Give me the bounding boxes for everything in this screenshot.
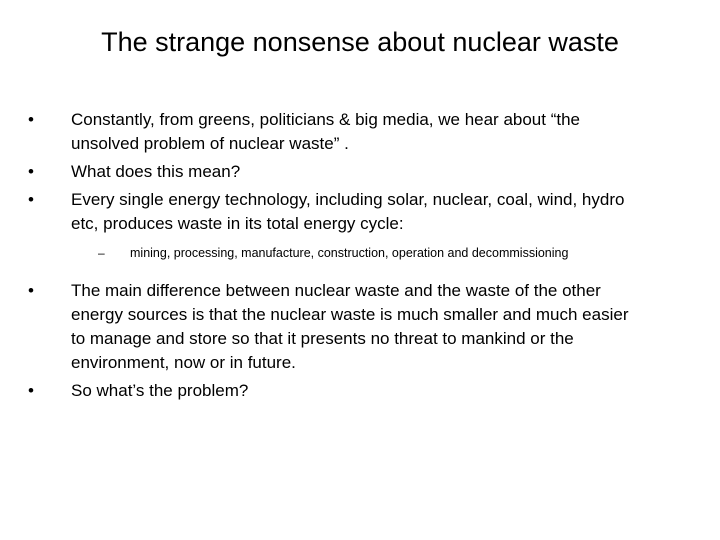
bullet-text: What does this mean? xyxy=(71,162,241,181)
bullet-item xyxy=(28,108,668,156)
slide-title: The strange nonsense about nuclear waste xyxy=(101,27,619,57)
bullet-text: The main difference between nuclear waste and the waste of the other energy sources is that the nuclear waste is much smaller and much easier to manage and store so that it presents no threat to mankind or the environment, now or in future. xyxy=(71,281,629,372)
bullet-item xyxy=(28,188,668,236)
bullet-mark: • xyxy=(28,281,34,300)
bullet-mark: • xyxy=(28,110,34,129)
bullet-item xyxy=(28,160,668,184)
bullet-text: Constantly, from greens, politicians & big media, we hear about “the unsolved problem of nuclear waste” . xyxy=(71,110,581,153)
bullet-text: So what’s the problem? xyxy=(71,381,249,400)
bullet-text: Every single energy technology, including solar, nuclear, coal, wind, hydro etc, produces waste in its total energy cycle: xyxy=(71,190,625,233)
bullet-mark: • xyxy=(28,381,34,400)
sub-bullet-item xyxy=(28,244,668,263)
bullet-mark: • xyxy=(28,190,34,209)
sub-bullet-text: mining, processing, manufacture, construction, operation and decommissioning xyxy=(130,246,569,260)
slide-content xyxy=(28,108,668,407)
bullet-item xyxy=(28,379,668,403)
bullet-item xyxy=(28,279,668,375)
sub-bullet-mark: – xyxy=(98,246,105,260)
bullet-mark: • xyxy=(28,162,34,181)
